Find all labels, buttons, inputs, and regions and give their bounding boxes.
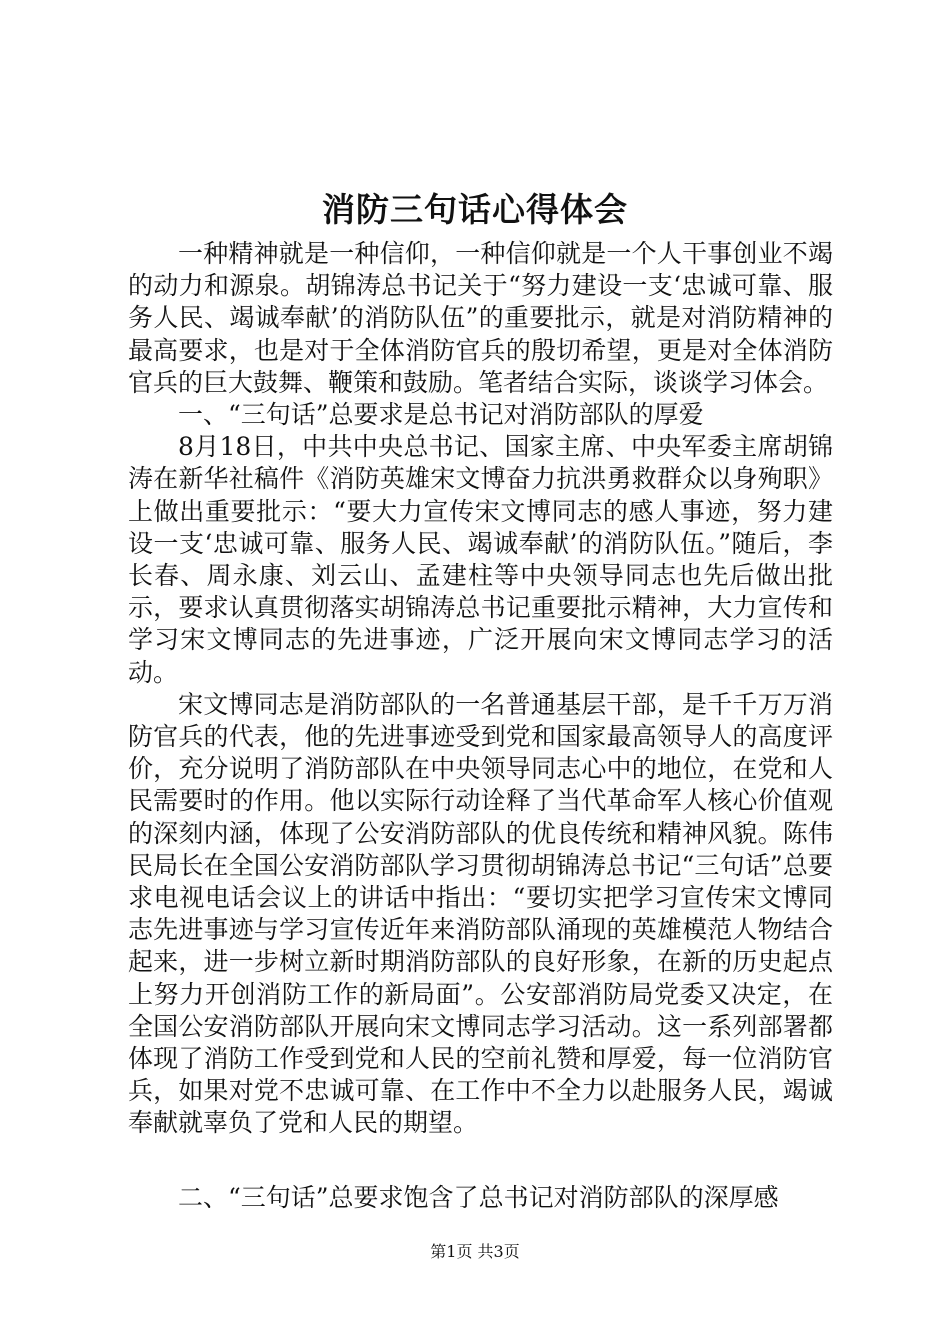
paragraph-gap	[128, 1140, 833, 1182]
section-heading-2: 二、“三句话”总要求饱含了总书记对消防部队的深厚感	[178, 1182, 779, 1212]
paragraph-song-wenbo: 宋文博同志是消防部队的一名普通基层干部，是千千万万消防官兵的代表，他的先进事迹受到党和国家最高领导人的高度评价，充分说明了消防部队在中央领导同志心中的地位，在党和人民需要时的作用。他以实际行动诠释了当代革命军人核心价值观的深刻内涵，体现了公安消防部队的优良传统和精神风貌。陈伟民局长在全国公安消防部队学习贯彻胡锦涛总书记“三句话”总要求电视电话会议上的讲话中指出：“要切实把学习宣传宋文博同志先进事迹与学习宣传近年来消防部队涌现的英雄模范人物结合起来，进一步树立新时期消防部队的良好形象，在新的历史起点上努力开创消防工作的新局面”。公安部消防局党委又决定，在全国公安消防部队开展向宋文博同志学习活动。这一系列部署都体现了消防工作受到党和人民的空前礼赞和厚爱，每一位消防官兵，如果对党不忠诚可靠、在工作中不全力以赴服务人民，竭诚奉献就辜负了党和人民的期望。	[128, 689, 833, 1138]
paragraph-instruction: 8月18日，中共中央总书记、国家主席、中央军委主席胡锦涛在新华社稿件《消防英雄宋文博奋力抗洪勇救群众以身殉职》上做出重要批示：“要大力宣传宋文博同志的感人事迹，努力建设一支‘忠诚可靠、服务人民、竭诚奉献’的消防队伍。”随后，李长春、周永康、刘云山、孟建柱等中央领导同志也先后做出批示，要求认真贯彻落实胡锦涛总书记重要批示精神，大力宣传和学习宋文博同志的先进事迹，广泛开展向宋文博同志学习的活动。	[128, 432, 833, 687]
paragraph-intro: 一种精神就是一种信仰，一种信仰就是一个人干事创业不竭的动力和源泉。胡锦涛总书记关于“努力建设一支‘忠诚可靠、服务人民、竭诚奉献’的消防队伍”的重要批示，就是对消防精神的最高要求，也是对于全体消防官兵的殷切希望，更是对全体消防官兵的巨大鼓舞、鞭策和鼓励。笔者结合实际，谈谈学习体会。	[128, 239, 833, 397]
page-footer: 第1页 共3页	[430, 1242, 520, 1261]
page-title: 消防三句话心得体会	[322, 190, 628, 229]
document-body	[128, 238, 833, 1214]
section-heading-1: 一、“三句话”总要求是总书记对消防部队的厚爱	[178, 400, 704, 430]
